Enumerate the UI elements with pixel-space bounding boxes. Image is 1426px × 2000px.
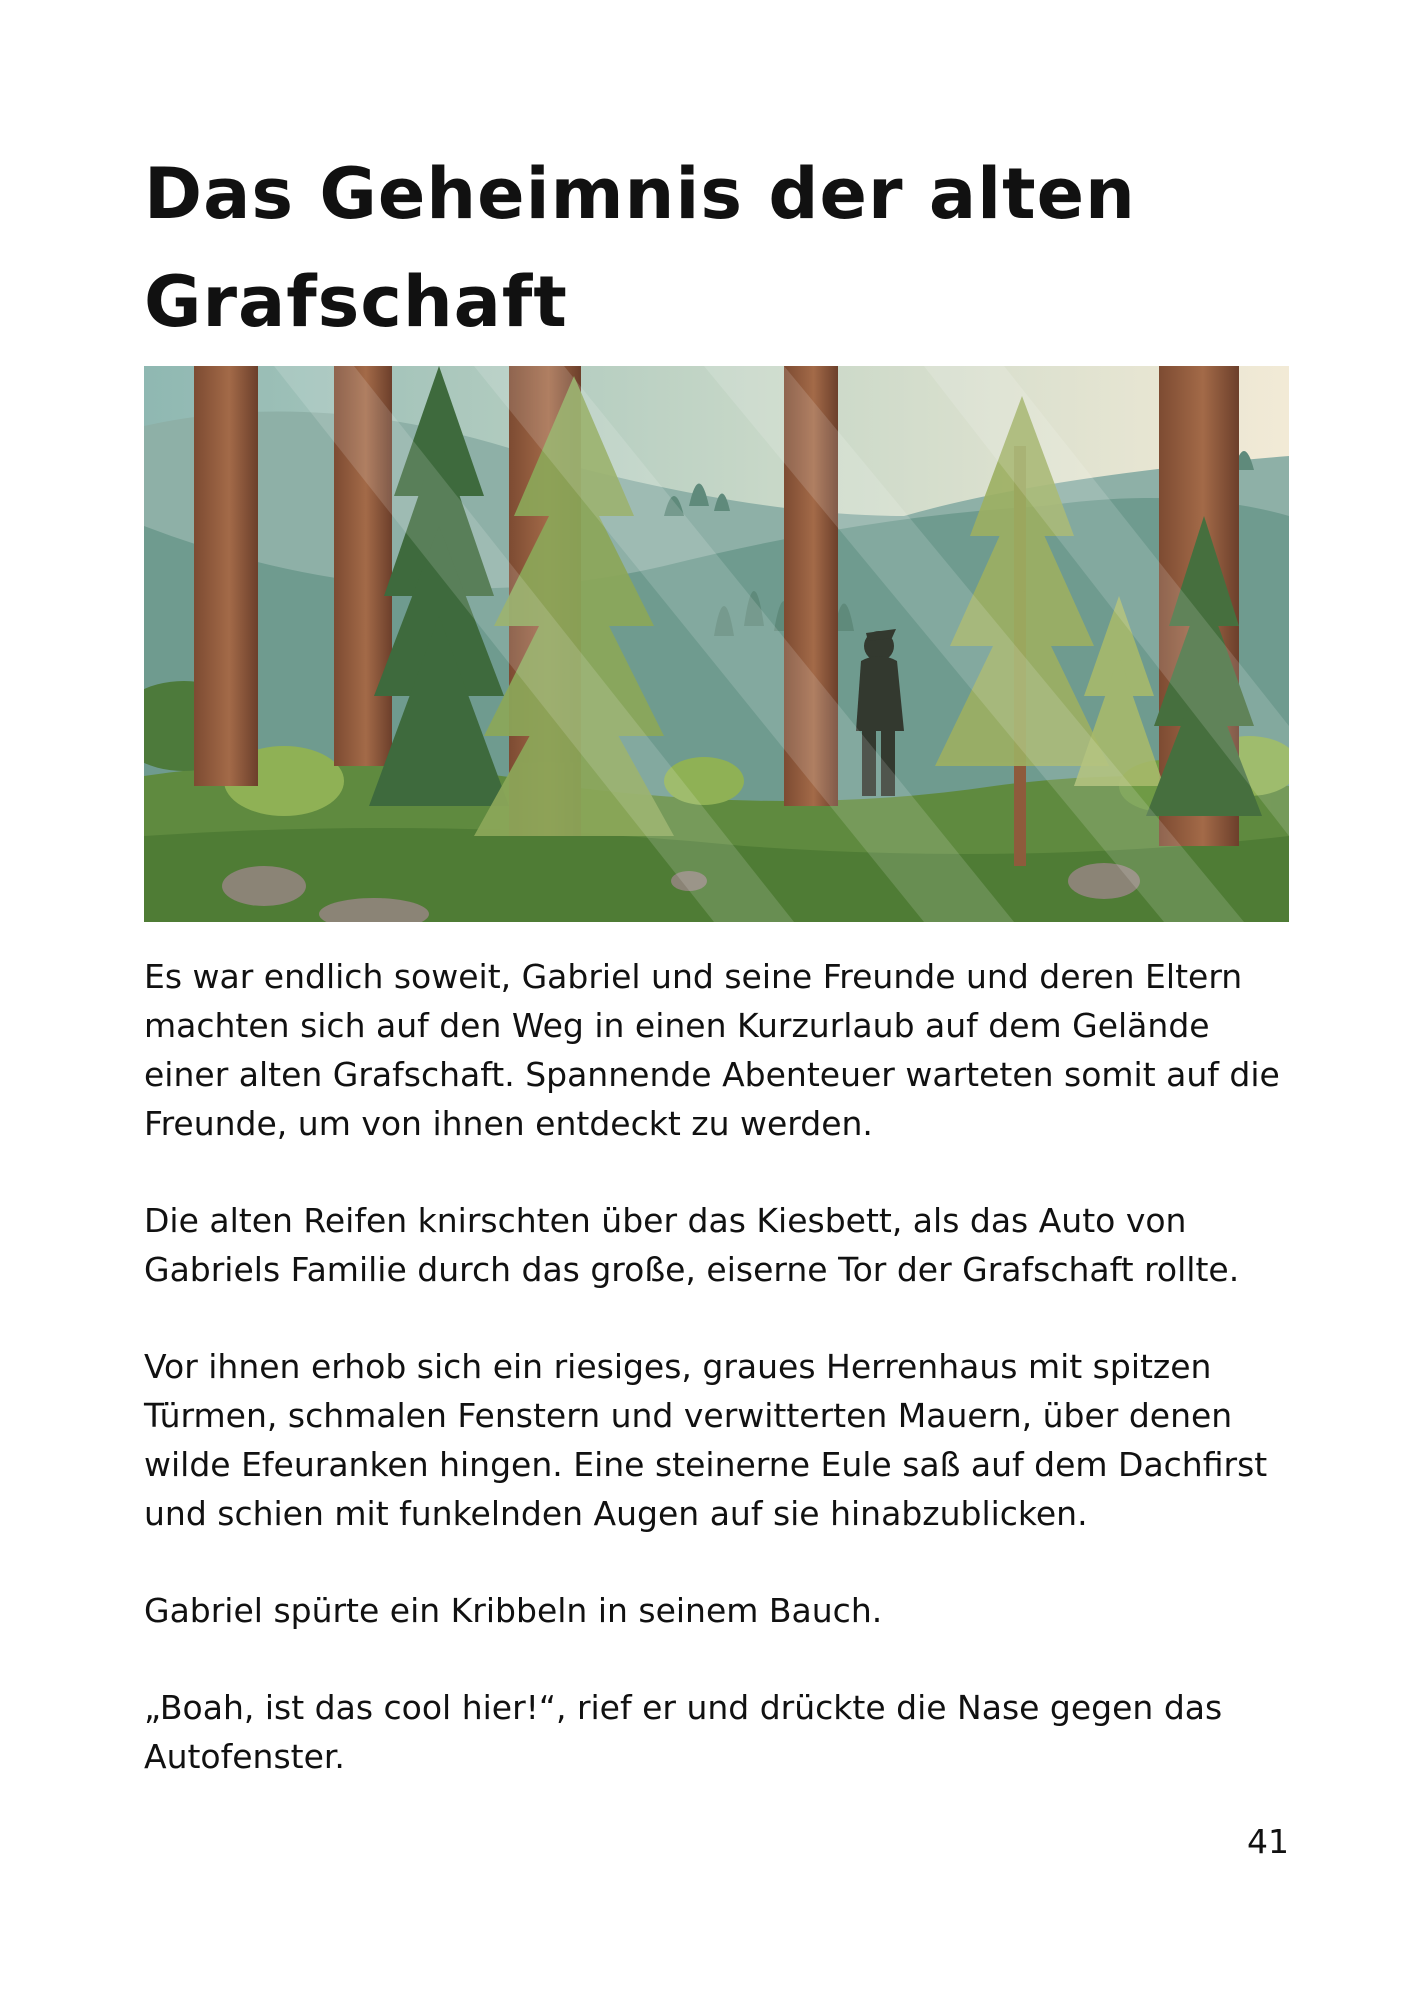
story-paragraph-2: Die alten Reifen knirschten über das Kiesbett, als das Auto von Gabriels Familie durch das große, eiserne Tor der Grafschaft rollte. [144,1201,1240,1289]
story-text [144,952,1304,1829]
page-title [144,140,1294,356]
title-line-2: Grafschaft [144,261,568,343]
story-paragraph-1: Es war endlich soweit, Gabriel und seine Freunde und deren Eltern machten sich auf den Weg in einen Kurzurlaub auf dem Gelände einer alten Grafschaft. Spannende Abenteuer warteten somit auf die Freunde, um von ihnen entdeckt zu werden. [144,957,1280,1143]
forest-illustration [144,366,1289,922]
story-paragraph-5: „Boah, ist das cool hier!“, rief er und drückte die Nase gegen das Autofenster. [144,1688,1223,1776]
story-paragraph-4: Gabriel spürte ein Kribbeln in seinem Bauch. [144,1591,883,1630]
title-line-1: Das Geheimnis der alten [144,153,1136,235]
page-number: 41 [1247,1822,1289,1861]
story-paragraph-3: Vor ihnen erhob sich ein riesiges, graues Herrenhaus mit spitzen Türmen, schmalen Fenstern und verwitterten Mauern, über denen wilde Efeuranken hingen. Eine steinerne Eule saß auf dem Dachfirst und schien mit funkelnden Augen auf sie hinabzublicken. [144,1347,1268,1533]
